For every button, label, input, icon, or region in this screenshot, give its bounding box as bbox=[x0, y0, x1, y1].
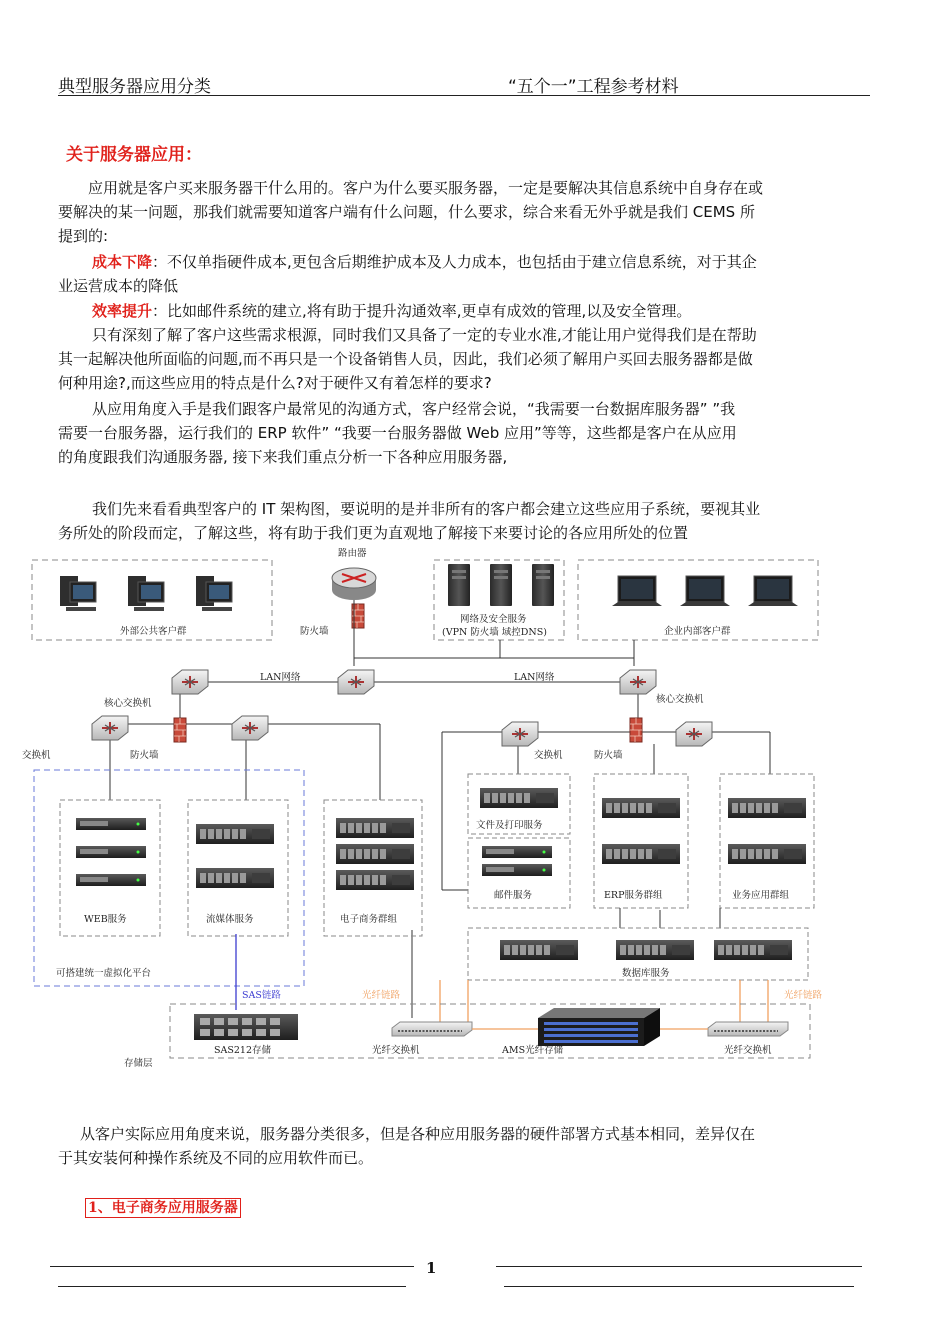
firewall-icon bbox=[174, 718, 186, 742]
fiber-link-left-label: 光纤链路 bbox=[362, 990, 401, 1001]
rack-server-icon bbox=[616, 940, 694, 960]
rack-server-icon bbox=[336, 844, 414, 864]
text-line: 业运营成本的降低 bbox=[58, 277, 179, 295]
footer-rule bbox=[58, 1286, 406, 1287]
streaming-service-label: 流媒体服务 bbox=[206, 914, 254, 925]
rack-server-icon bbox=[76, 818, 146, 830]
fiber-switch-right-label: 光纤交换机 bbox=[724, 1045, 772, 1056]
lan-left-label: LAN网络 bbox=[260, 672, 301, 683]
switch-icon bbox=[232, 716, 268, 740]
switch-icon bbox=[92, 716, 128, 740]
text-line: 要解决的某一问题，那我们就需要知道客户端有什么问题，什么要求，综合来看无外乎就是我们 CEMS 所 bbox=[58, 203, 755, 221]
text-line: 需要一台服务器，运行我们的 ERP 软件” “我要一台服务器做 Web 应用”等等，这些都是客户在从应用 bbox=[58, 424, 737, 442]
laptop-icon bbox=[612, 576, 662, 606]
core-switch-right-icon bbox=[620, 670, 656, 694]
rack-server-icon bbox=[728, 844, 806, 864]
laptop-icon bbox=[680, 576, 730, 606]
internal-clients-label: 企业内部客户群 bbox=[664, 626, 731, 637]
text-line: ：比如邮件系统的建立,将有助于提升沟通效率,更卓有成效的管理,以及安全管理。 bbox=[152, 302, 692, 320]
switch-right-label: 交换机 bbox=[534, 750, 563, 761]
rack-server-icon bbox=[728, 798, 806, 818]
header-rule bbox=[58, 95, 870, 96]
switch-icon bbox=[502, 722, 538, 746]
fiber-switch-right-icon bbox=[708, 1022, 788, 1036]
rack-server-icon bbox=[480, 788, 558, 808]
sas-storage-icon bbox=[194, 1014, 298, 1040]
rack-server-icon bbox=[482, 846, 552, 858]
footer-rule bbox=[496, 1266, 862, 1267]
sas-storage-label: SAS212存储 bbox=[214, 1045, 272, 1056]
rack-server-icon bbox=[196, 868, 274, 888]
text-line: 何种用途?,而这些应用的特点是什么?对于硬件又有着怎样的要求? bbox=[58, 374, 492, 392]
rack-server-icon bbox=[714, 940, 792, 960]
text-line: 务所处的阶段而定，了解这些，将有助于我们更为直观地了解接下来要讨论的各应用所处的位置 bbox=[58, 524, 689, 542]
business-cluster-label: 业务应用群组 bbox=[732, 890, 790, 901]
erp-cluster-label: ERP服务群组 bbox=[604, 890, 663, 901]
text-line: 于其安装何种操作系统及不同的应用软件而已。 bbox=[58, 1149, 374, 1167]
cost-paragraph bbox=[58, 250, 870, 298]
router-icon bbox=[332, 568, 376, 600]
switch-icon bbox=[676, 722, 712, 746]
text-line: 我们先来看看典型客户的 IT 架构图，要说明的是并非所有的客户都会建立这些应用子系统，要视其业 bbox=[92, 500, 761, 518]
needs-paragraph bbox=[58, 323, 870, 395]
text-line: 应用就是客户买来服务器干什么用的。客户为什么要买服务器，一定是要解决其信息系统中自身存在或 bbox=[88, 179, 764, 197]
rack-server-icon bbox=[336, 818, 414, 838]
rack-server-icon bbox=[76, 874, 146, 886]
top-firewall-label: 防火墙 bbox=[300, 626, 329, 637]
desktop-icon bbox=[196, 576, 232, 611]
text-line: 其一起解决他所面临的问题,而不再只是一个设备销售人员，因此，我们必须了解用户买回去服务器都是做 bbox=[58, 350, 753, 368]
business-cluster-group bbox=[720, 774, 814, 908]
architecture-paragraph bbox=[58, 497, 870, 545]
firewall-icon bbox=[630, 718, 642, 742]
erp-cluster-group bbox=[594, 774, 688, 908]
rack-server-icon bbox=[482, 864, 552, 876]
firewall-right-label: 防火墙 bbox=[594, 750, 623, 761]
intro-paragraph bbox=[58, 176, 870, 248]
core-switch-left-icon bbox=[172, 670, 208, 694]
header-right-title: “五个一”工程参考材料 bbox=[508, 77, 679, 97]
footer-rule bbox=[50, 1266, 414, 1267]
firewall-left-label: 防火墙 bbox=[130, 750, 159, 761]
virtualization-label: 可搭建统一虚拟化平台 bbox=[56, 968, 152, 979]
laptop-icon bbox=[748, 576, 798, 606]
tower-server-icon bbox=[448, 564, 470, 606]
cost-keyword: 成本下降 bbox=[92, 253, 153, 271]
efficiency-paragraph bbox=[58, 299, 870, 323]
text-line: 从客户实际应用角度来说，服务器分类很多，但是各种应用服务器的硬件部署方式基本相同，差异仅在 bbox=[80, 1125, 756, 1143]
switch-left-label: 交换机 bbox=[22, 750, 51, 761]
rack-server-icon bbox=[602, 798, 680, 818]
it-architecture-diagram bbox=[20, 548, 932, 1078]
header-left-title: 典型服务器应用分类 bbox=[58, 77, 211, 97]
tower-server-icon bbox=[490, 564, 512, 606]
fiber-switch-left-icon bbox=[392, 1022, 472, 1036]
lan-switch-icon bbox=[338, 670, 374, 694]
fiber-switch-left-label: 光纤交换机 bbox=[372, 1045, 420, 1056]
desktop-icon bbox=[128, 576, 164, 611]
text-line: 的角度跟我们沟通服务器, 接下来我们重点分析一下各种应用服务器, bbox=[58, 448, 508, 466]
web-service-label: WEB服务 bbox=[84, 914, 127, 925]
efficiency-keyword: 效率提升 bbox=[92, 302, 153, 320]
mail-service-label: 邮件服务 bbox=[494, 890, 533, 901]
ecommerce-cluster-label: 电子商务群组 bbox=[340, 914, 398, 925]
deployment-paragraph bbox=[58, 1122, 870, 1170]
footer-rule bbox=[504, 1286, 854, 1287]
core-switch-left-label: 核心交换机 bbox=[104, 698, 152, 709]
security-services-detail: (VPN 防火墙 域控DNS) bbox=[442, 627, 547, 638]
ecommerce-server-heading: 1、电子商务应用服务器 bbox=[85, 1198, 241, 1218]
text-line: 提到的: bbox=[58, 227, 109, 245]
rack-server-icon bbox=[336, 870, 414, 890]
text-line: 从应用角度入手是我们跟客户最常见的沟通方式，客户经常会说，“我需要一台数据库服务器” ”我 bbox=[92, 400, 736, 418]
rack-server-icon bbox=[500, 940, 578, 960]
text-line: 只有深刻了解了客户这些需求根源，同时我们又具备了一定的专业水准,才能让用户觉得我们是在帮助 bbox=[92, 326, 757, 344]
lan-right-label: LAN网络 bbox=[514, 672, 555, 683]
tower-server-icon bbox=[532, 564, 554, 606]
sas-link-label: SAS链路 bbox=[242, 990, 281, 1001]
rack-server-icon bbox=[602, 844, 680, 864]
section-title: 关于服务器应用： bbox=[66, 145, 202, 165]
security-services-label: 网络及安全服务 bbox=[460, 614, 527, 625]
fiber-link-right-label: 光纤链路 bbox=[784, 990, 823, 1001]
text-line: ：不仅单指硬件成本,更包含后期维护成本及人力成本，也包括由于建立信息系统，对于其企 bbox=[152, 253, 757, 271]
file-print-label: 文件及打印服务 bbox=[476, 820, 543, 831]
desktop-icon bbox=[60, 576, 96, 611]
ams-storage-icon bbox=[538, 1008, 660, 1046]
page-number: 1 bbox=[426, 1259, 437, 1277]
storage-layer-label: 存储层 bbox=[124, 1058, 153, 1069]
rack-server-icon bbox=[76, 846, 146, 858]
ams-storage-label: AMS光纤存储 bbox=[502, 1045, 564, 1056]
external-clients-label: 外部公共客户群 bbox=[120, 626, 187, 637]
core-switch-right-label: 核心交换机 bbox=[656, 694, 704, 705]
database-service-label: 数据库服务 bbox=[622, 968, 670, 979]
router-label: 路由器 bbox=[338, 548, 367, 559]
communication-paragraph bbox=[58, 397, 870, 469]
rack-server-icon bbox=[196, 824, 274, 844]
